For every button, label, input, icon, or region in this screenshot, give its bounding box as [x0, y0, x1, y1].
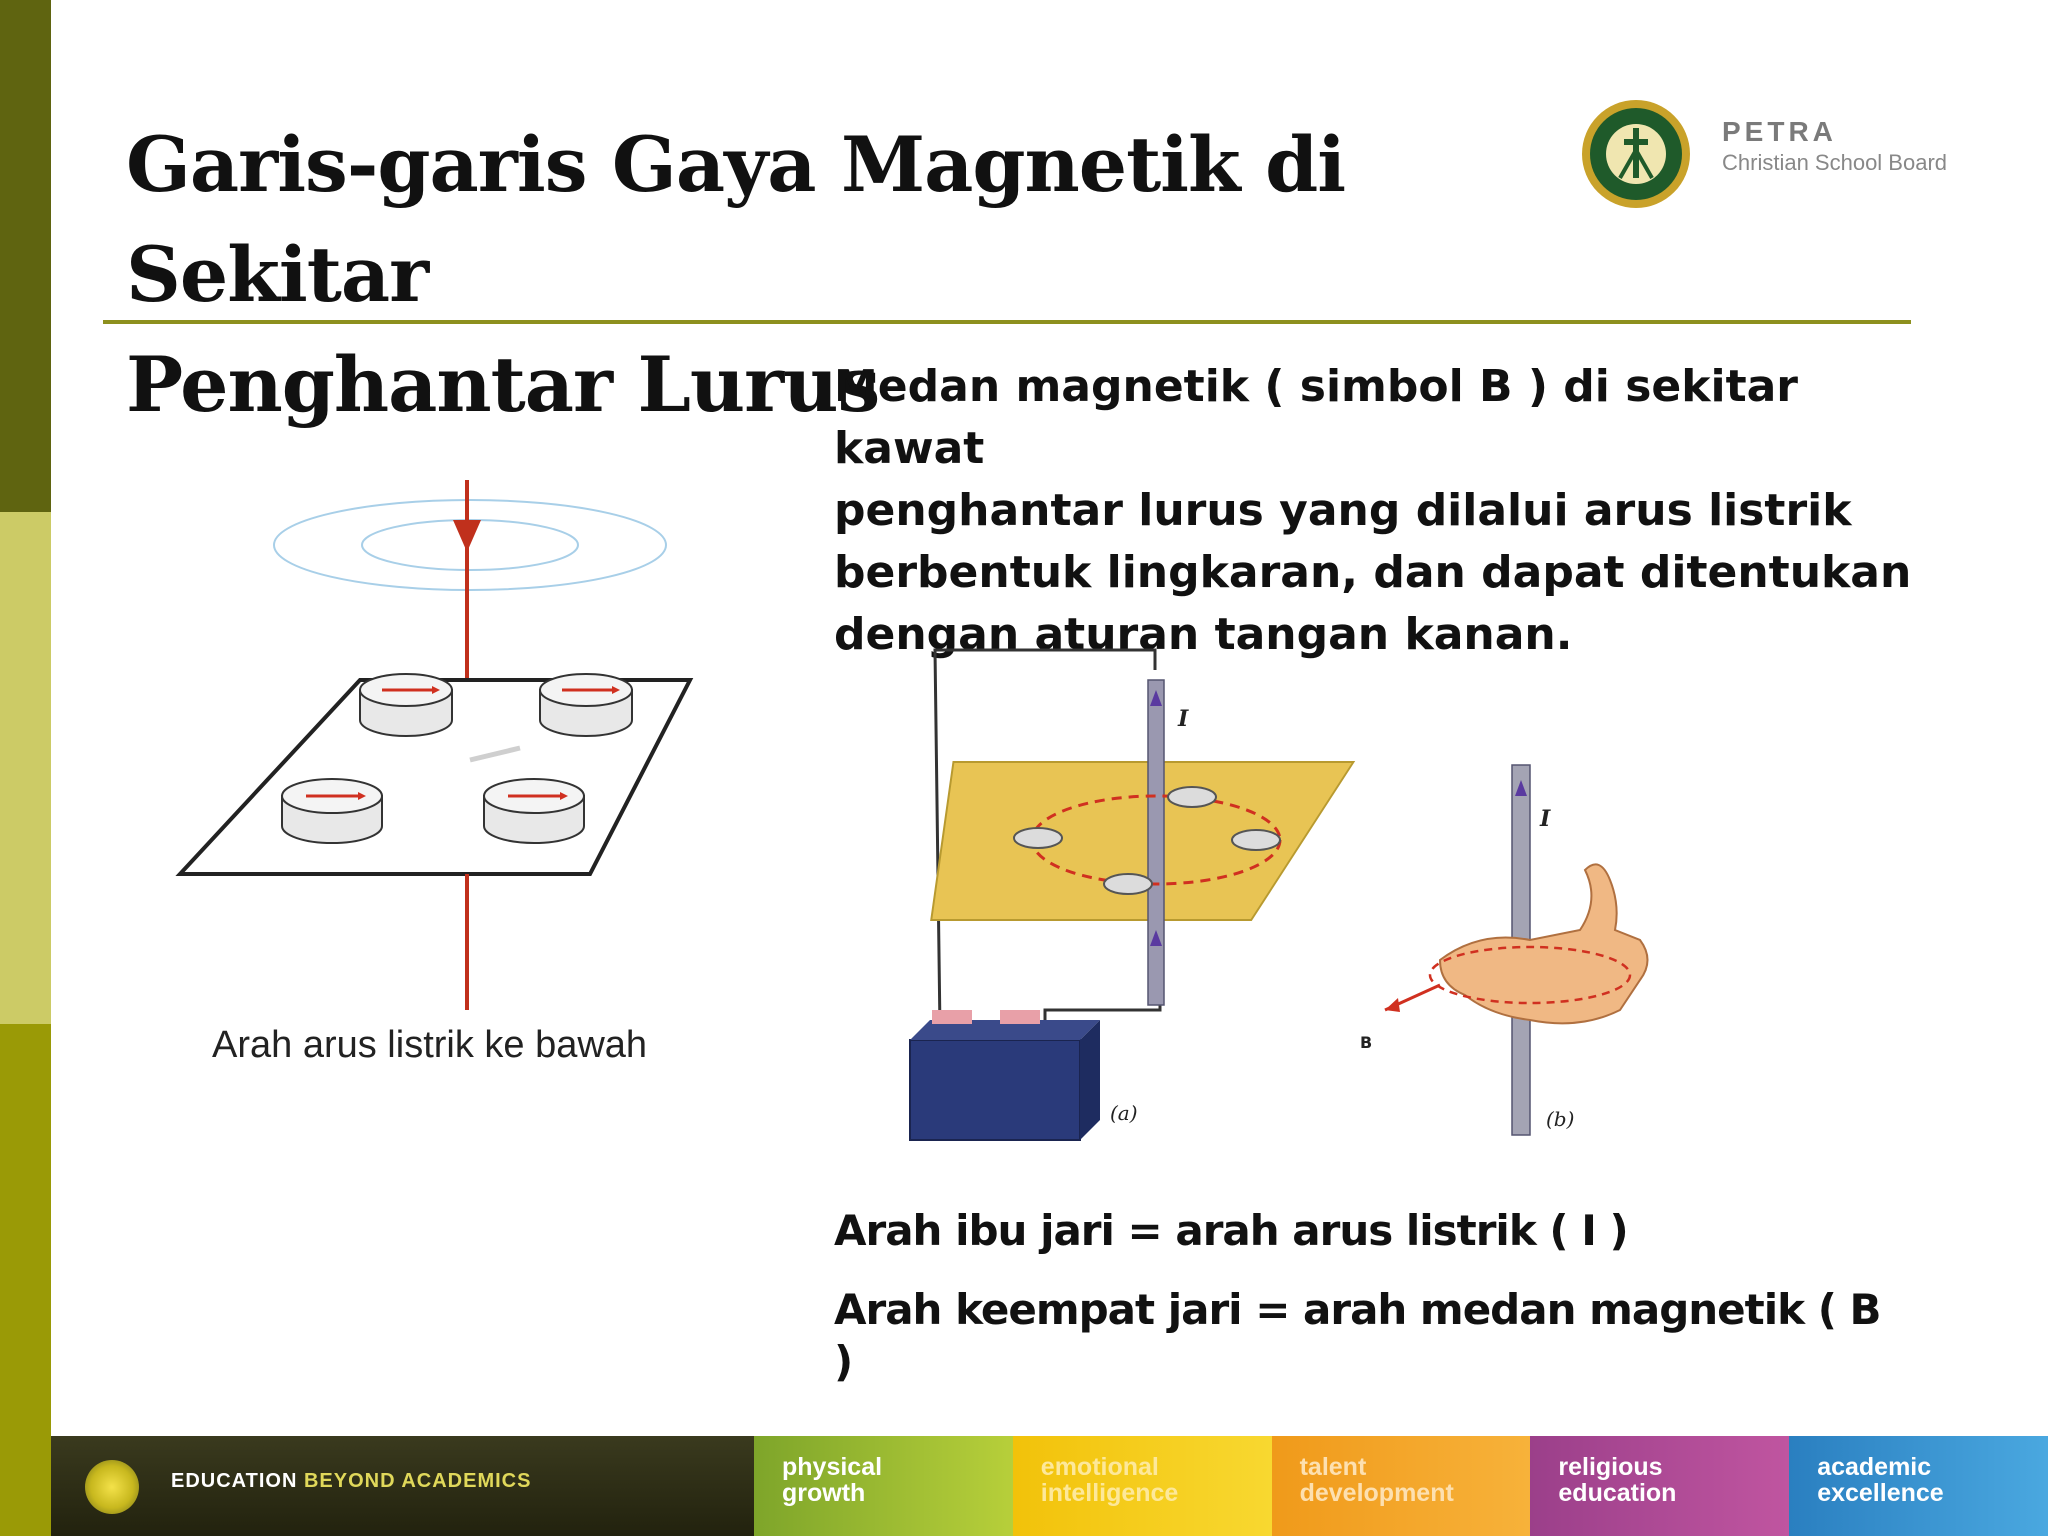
slide-title-line1: Garis-garis Gaya Magnetik di Sekitar [126, 120, 1346, 319]
footer-tag-education: EDUCATION [171, 1470, 298, 1492]
footer-segment-label: physical [782, 1453, 883, 1481]
footer-segment-religious [1530, 1436, 1789, 1536]
description-line-3: berbentuk lingkaran, dan dapat ditentukan [834, 547, 1912, 598]
footer-tag-beyond: BEYOND ACADEMICS [303, 1470, 532, 1492]
footer-segment-label: academic [1817, 1453, 1932, 1481]
description-line-2: penghantar lurus yang dilalui arus listrik [834, 485, 1852, 536]
compass-bottom-right [484, 779, 584, 843]
sun-icon [85, 1460, 139, 1514]
footer-tagline [171, 1470, 531, 1493]
accent-bar-top [0, 0, 51, 512]
footer-segment-talent [1272, 1436, 1531, 1536]
title-divider [103, 320, 1911, 324]
wire-compass-illustration [150, 470, 710, 1030]
footer-tagline-block [51, 1436, 754, 1536]
field-label: B [1360, 1033, 1373, 1052]
footer-segment-label: religious [1558, 1453, 1663, 1481]
footer-segment-academic [1789, 1436, 2048, 1536]
description-text [834, 356, 1934, 666]
compass-top-left [360, 674, 452, 736]
left-figure-caption: Arah arus listrik ke bawah [212, 1024, 648, 1066]
footer-segment-label: education [1558, 1479, 1677, 1507]
right-hand-icon [1440, 864, 1648, 1023]
footer-segment-label: intelligence [1040, 1479, 1179, 1507]
compass-bottom-left [282, 779, 382, 843]
panel-b-label: (b) [1546, 1107, 1575, 1131]
right-hand-rule-illustration [880, 630, 1680, 1190]
thumb-rule-text: Arah ibu jari = arah arus listrik ( I ) [834, 1206, 1628, 1255]
footer-segment-physical [754, 1436, 1013, 1536]
panel-a-label: (a) [1110, 1101, 1138, 1125]
accent-bar-bottom [0, 1024, 51, 1536]
description-line-4: dengan aturan tangan kanan. [834, 609, 1573, 660]
footer-segment-label: growth [782, 1479, 866, 1507]
description-line-1: Medan magnetik ( simbol B ) di sekitar kawat [834, 361, 1799, 474]
footer-segment-label: development [1299, 1479, 1454, 1507]
brand-subtitle: Christian School Board [1722, 150, 1948, 175]
footer-segment-label: excellence [1817, 1479, 1944, 1507]
brand-name: PETRA [1722, 116, 1837, 147]
accent-bar-middle [0, 512, 51, 1024]
compass-top-right [540, 674, 632, 736]
current-label-a: I [1178, 706, 1189, 732]
battery-icon [910, 1010, 1100, 1140]
footer-segment-label: talent [1299, 1453, 1367, 1481]
petra-logo-icon [1580, 98, 1692, 210]
fingers-rule-text: Arah keempat jari = arah medan magnetik ( B ) [834, 1285, 1881, 1386]
footer-banner [51, 1436, 2048, 1536]
footer-segment-label: emotional [1040, 1453, 1159, 1481]
footer-segment-emotional [1013, 1436, 1272, 1536]
slide-title-line2: Penghantar Lurus [126, 340, 880, 429]
current-label-b: I [1540, 806, 1551, 832]
